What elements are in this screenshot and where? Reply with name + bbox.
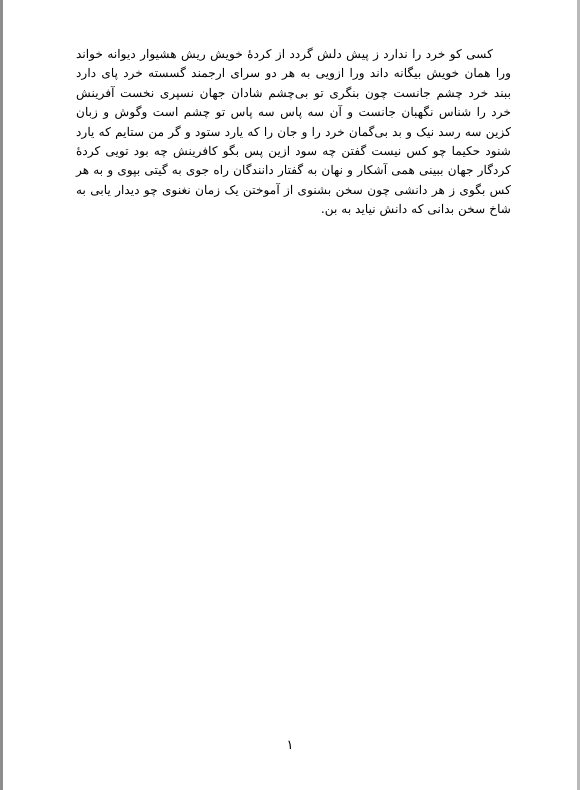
document-page bbox=[3, 0, 577, 790]
body-paragraph: کسی کو خرد را ندارد ز پیش دلش گردد از کردهٔ خویش ریش هشیوار دیوانه خواند ورا همان خویش بیگانه داند ورا ازویی به هر دو سرای ارجمند گسسته خرد پای دارد ببند خرد چشم جانست چون بنگری تو بی‌چشم شادان جهان نسپری نخست آفرینش خرد را شناس نگهبان جانست و آن سه پاس سه پاس تو چشم است وگوش و زبان کزین سه رسد نیک و بد بی‌گمان خرد را و جان را که یارد ستود و گر من ستایم که یارد شنود حکیما چو کس نیست گفتن چه سود ازین پس بگو کافرینش چه بود تویی کردهٔ کردگار جهان ببینی همی آشکار و نهان به گفتار دانندگان راه جوی به گیتی بپوی و به هر کس بگوی ز هر دانشی چون سخن بشنوی از آموختن یک زمان نغنوی چو دیدار یابی به شاخ سخن بدانی که دانش نیاید به بن. bbox=[76, 47, 511, 217]
page-number: ۱ bbox=[286, 738, 294, 753]
